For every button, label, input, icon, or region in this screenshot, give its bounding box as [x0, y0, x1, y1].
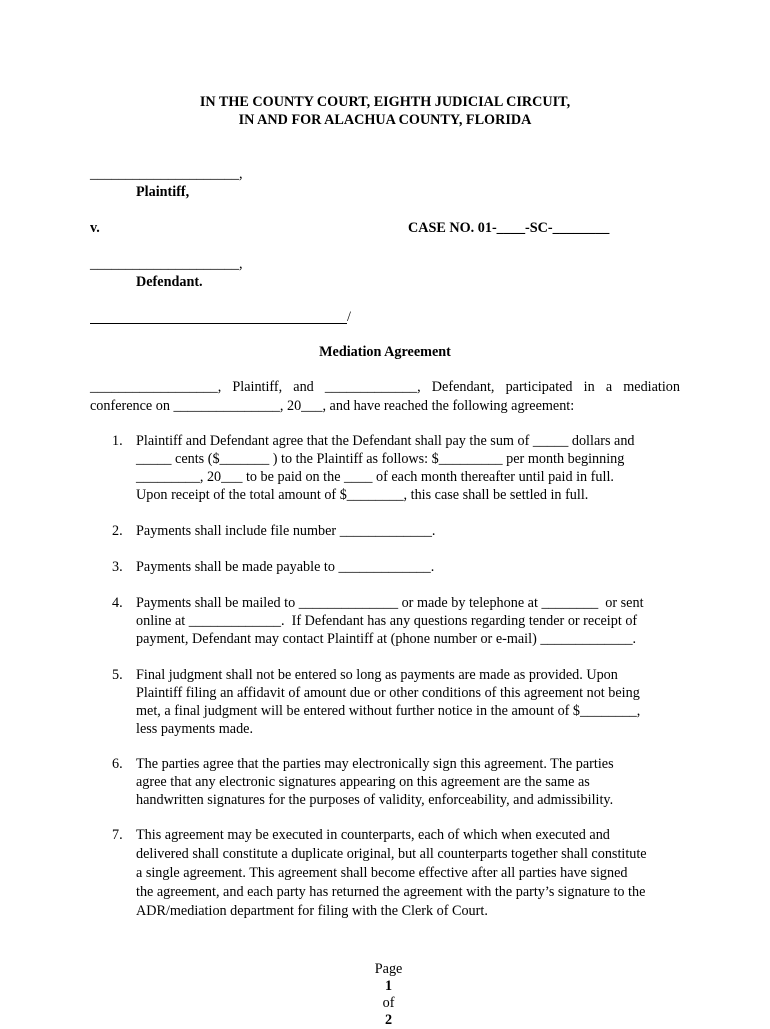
item-7-line-1: This agreement may be executed in counterparts, each of which when executed and	[136, 827, 610, 843]
of-word: of	[382, 995, 395, 1011]
item-5-line-2: Plaintiff filing an affidavit of amount due or other conditions of this agreement not being	[136, 685, 640, 701]
item-number: 6.	[112, 756, 123, 772]
item-7-line-2: delivered shall constitute a duplicate original, but all counterparts together shall constitute	[136, 846, 647, 862]
item-number: 4.	[112, 595, 123, 611]
versus-label: v.	[90, 220, 100, 236]
item-1-line-3: _________, 20___ to be paid on the ____ of each month thereafter until paid in full.	[136, 469, 614, 485]
item-7-line-3: a single agreement. This agreement shall become effective after all parties have signed	[136, 865, 628, 881]
item-7-line-5: ADR/mediation department for filing with the Clerk of Court.	[136, 903, 488, 919]
item-1-line-4: Upon receipt of the total amount of $________, this case shall be settled in full.	[136, 487, 589, 503]
caption-slash: /	[347, 309, 351, 325]
item-4-line-3: payment, Defendant may contact Plaintiff at (phone number or e-mail) _____________.	[136, 631, 637, 647]
item-3-line-1: Payments shall be made payable to _____________.	[136, 559, 435, 575]
item-number: 2.	[112, 523, 123, 539]
defendant-label: Defendant.	[136, 274, 203, 290]
page-current: 1	[385, 978, 393, 994]
plaintiff-label: Plaintiff,	[136, 184, 190, 200]
item-number: 3.	[112, 559, 123, 575]
page-footer	[0, 944, 770, 1029]
item-number: 7.	[112, 827, 123, 843]
item-6-line-3: handwritten signatures for the purposes of validity, enforceability, and admissibility.	[136, 792, 614, 808]
item-2-line-1: Payments shall include file number _____________.	[136, 523, 436, 539]
plaintiff-name-blank: _____________________,	[90, 166, 243, 182]
item-4-line-2: online at _____________. If Defendant has any questions regarding tender or receipt of	[136, 613, 638, 629]
court-header-line-1: IN THE COUNTY COURT, EIGHTH JUDICIAL CIRCUIT,	[199, 94, 571, 110]
court-header-line-2: IN AND FOR ALACHUA COUNTY, FLORIDA	[238, 112, 532, 128]
item-5-line-1: Final judgment shall not be entered so long as payments are made as provided. Upon	[136, 667, 618, 683]
item-6-line-1: The parties agree that the parties may electronically sign this agreement. The parties	[136, 756, 614, 772]
defendant-name-blank: _____________________,	[90, 256, 243, 272]
document-title: Mediation Agreement	[319, 344, 451, 360]
caption-rule	[90, 323, 347, 324]
item-4-line-1: Payments shall be mailed to ______________ or made by telephone at ________ or sent	[136, 595, 644, 611]
item-5-line-4: less payments made.	[136, 721, 254, 737]
item-number: 1.	[112, 433, 123, 449]
intro-line-1: __________________, Plaintiff, and _____________, Defendant, participated in a mediation	[90, 379, 680, 395]
item-7-line-4: the agreement, and each party has returned the agreement with the party’s signature to the	[136, 884, 646, 900]
case-number: CASE NO. 01-____-SC-________	[408, 220, 610, 236]
item-1-line-2: _____ cents ($_______ ) to the Plaintiff as follows: $_________ per month beginning	[136, 451, 625, 467]
page-word: Page	[374, 961, 403, 977]
item-6-line-2: agree that any electronic signatures appearing on this agreement are the same as	[136, 774, 590, 790]
item-5-line-3: met, a final judgment will be entered without further notice in the amount of $________,	[136, 703, 641, 719]
item-number: 5.	[112, 667, 123, 683]
page-total: 2	[385, 1012, 393, 1028]
intro-line-2: conference on _______________, 20___, and have reached the following agreement:	[90, 398, 575, 414]
item-1-line-1: Plaintiff and Defendant agree that the Defendant shall pay the sum of _____ dollars and	[136, 433, 635, 449]
